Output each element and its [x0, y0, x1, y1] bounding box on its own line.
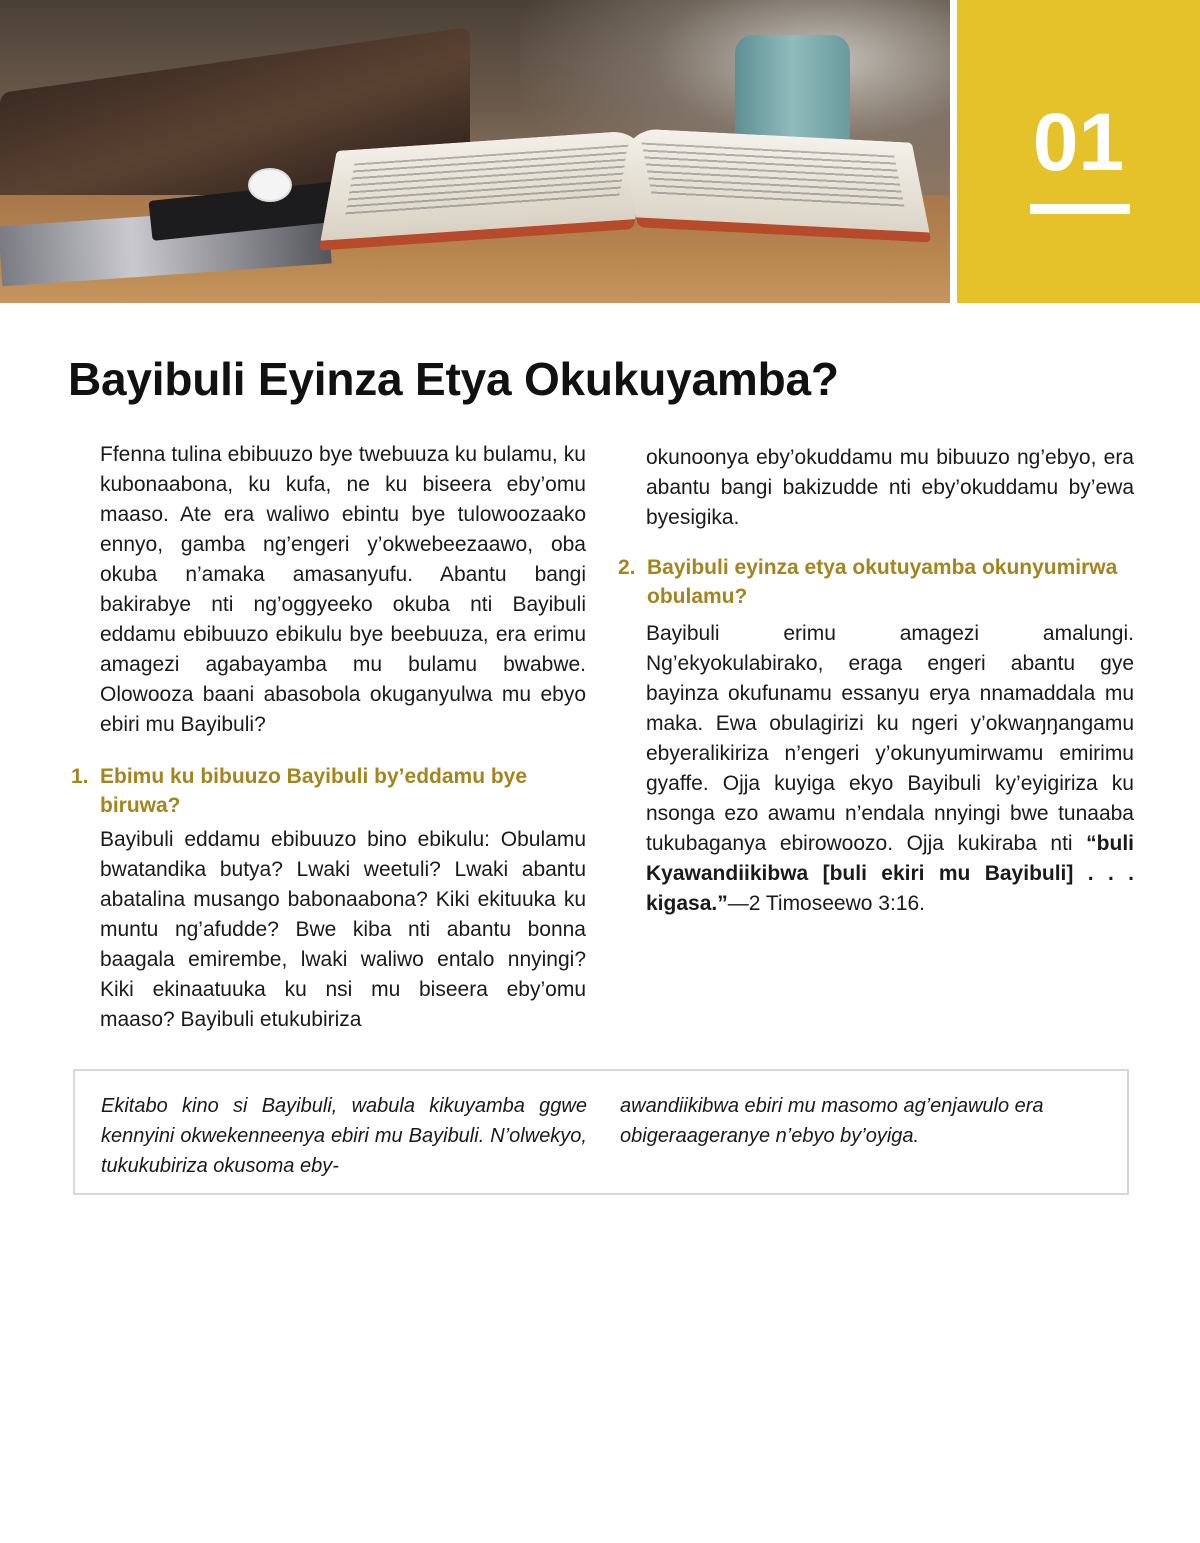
scripture-citation: —2 Timoseewo 3:16. — [727, 892, 925, 915]
answer-1-paragraph: Bayibuli eddamu ebibuuzo bino ebikulu: Obulamu bwatandika butya? Lwaki weetuli? Lwaki abantu abatalina musango babonaabona? Kiki ekituuka ku muntu ng’afudde? Bwe kiba nti abantu bonna baagala emirembe, lwaki waliwo entalo nnyingi? Kiki ekinaatuuka ku nsi mu biseera eby’omu maaso? Bayibuli etukubiriza — [100, 828, 586, 1031]
hero-photo — [0, 0, 950, 303]
earbuds-image — [250, 170, 290, 200]
scripture-quote: “buli Kyawandiikibwa [buli ekiri mu Bayibuli] . . . kigasa.” — [646, 832, 1134, 915]
lesson-number: 01 — [1032, 97, 1125, 188]
intro-paragraph: Ffenna tulina ebibuuzo bye twebuuza ku bulamu, ku kubonaabona, ku kufa, ne ku biseera eby’omu maaso. Ate era waliwo ebintu bye tulowoozaako ennyo, gamba ng’engeri y’okwebeezaawo, oba okuba n’amaka amasanyufu. Abantu bangi bakirabye nti ng’oggyeeko okuba nti Bayibuli eddamu ebibuuzo ebikulu bye beebuuza, era erimu amagezi agabayamba mu bulamu bwabwe. Olowooza baani abasobola okuganyulwa mu ebyo ebiri mu Bayibuli? — [100, 443, 586, 736]
note-text-right: awandiikibwa ebiri mu masomo ag’enjawulo era obigeraageranye n’ebyo by’oyiga. — [620, 1095, 1044, 1147]
note-text-left: Ekitabo kino si Bayibuli, wabula kikuyamba ggwe kennyini okwekenneenya ebiri mu Bayibuli. N’olwekyo, tukukubiriza okusoma eby- — [101, 1095, 587, 1177]
question-2 — [618, 553, 1138, 611]
page-title: Bayibuli Eyinza Etya Okukuyamba? — [68, 353, 839, 405]
question-2-number: 2. — [618, 556, 636, 579]
answer-2-paragraph — [646, 619, 1134, 919]
answer-1-continued: okunoonya eby’okuddamu mu bibuuzo ng’ebyo, era abantu bangi bakizudde nti eby’okuddamu by’ewa byesigika. — [646, 446, 1134, 529]
question-1 — [71, 762, 591, 820]
badge-underline — [1030, 204, 1130, 214]
question-1-text: Ebimu ku bibuuzo Bayibuli by’eddamu bye biruwa? — [100, 765, 528, 817]
open-bible-image — [330, 120, 930, 250]
question-2-text: Bayibuli eyinza etya okutuyamba okunyumirwa obulamu? — [647, 556, 1118, 608]
answer-2-text: Bayibuli erimu amagezi amalungi. Ng’ekyokulabirako, eraga engeri abantu gye bayinza okufunamu essanyu erya nnamaddala mu maka. Ewa obulagirizi ku ngeri y’okwaŋŋangamu ebyeralikiriza n’engeri y’okunyumirwamu emirimu gyaffe. Ojja kuyiga ekyo Bayibuli ky’eyigiriza ku nsonga ezo awamu n’endala nnyingi bwe tunaaba tukubaganya ebirowoozo. Ojja kukiraba nti — [646, 622, 1134, 855]
question-1-number: 1. — [71, 765, 89, 788]
note-box — [73, 1069, 1129, 1195]
lesson-number-badge — [957, 0, 1200, 303]
